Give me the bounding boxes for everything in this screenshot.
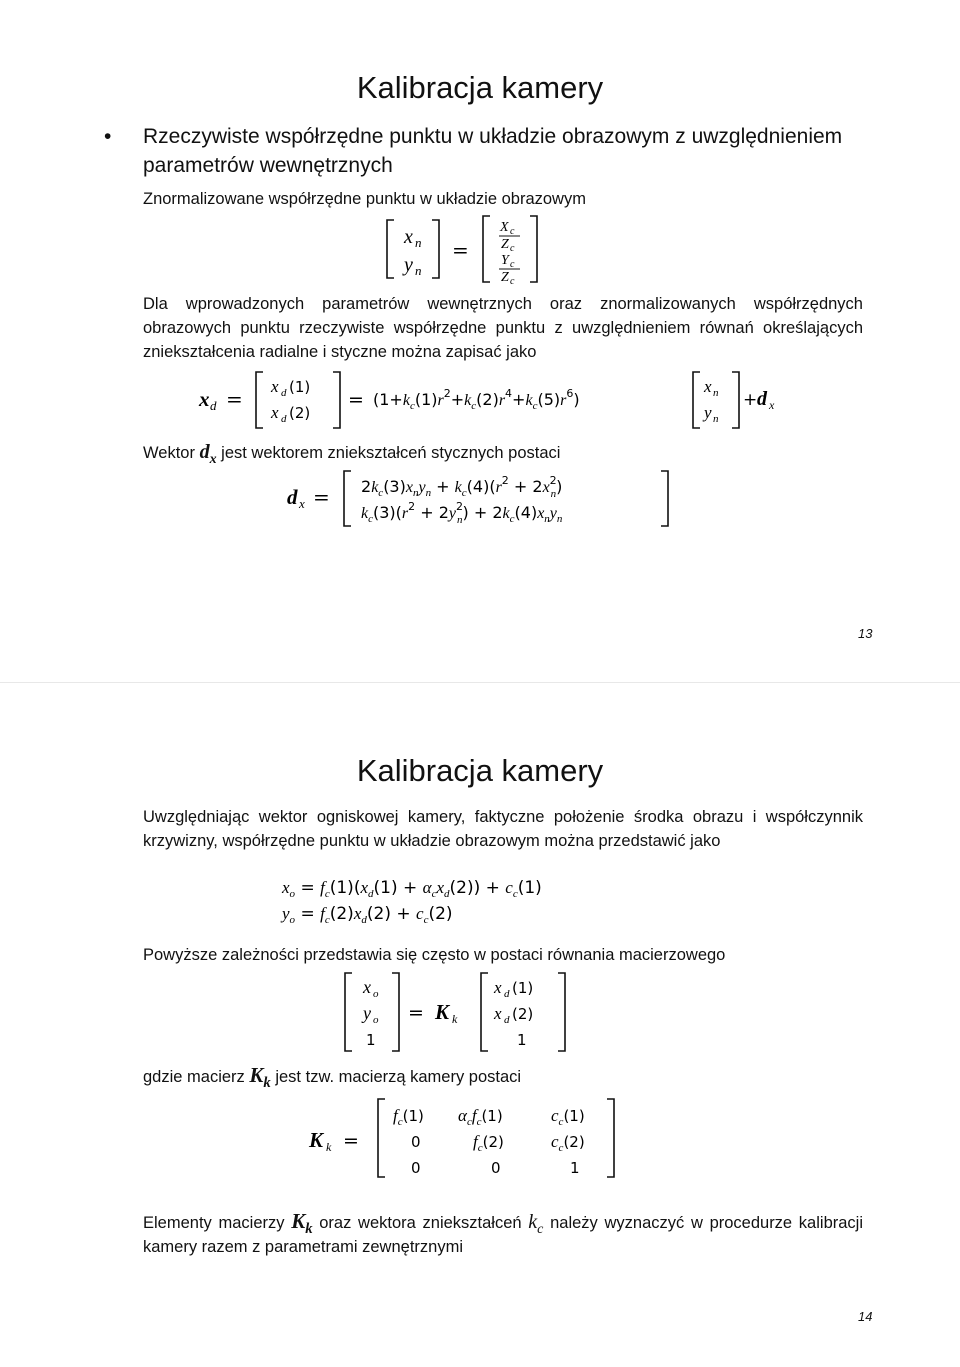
- symbol-Kk: $K_k$: [291, 1209, 313, 1238]
- svg-text:o: o: [373, 1014, 379, 1026]
- svg-text:K: K: [435, 1000, 450, 1024]
- svg-text:Z: Z: [501, 237, 509, 252]
- svg-text:2kc(3)xnyn + kc(4)(r2 + 2x2n): $2k_c(3)x_ny_n + k_c(4)(r^2 + 2x^2$ n): [361, 474, 563, 500]
- svg-text:(2): (2): [289, 404, 311, 422]
- bullet-text: Rzeczywiste współrzędne punktu w układzie obrazowym z uwzględnieniem parametrów wewnętrznych: [143, 125, 843, 177]
- svg-text:fc(2): $f_c(2)$: [473, 1132, 504, 1154]
- svg-text:d: d: [281, 387, 287, 399]
- svg-text:n: n: [713, 387, 719, 399]
- svg-text:n: n: [713, 413, 719, 425]
- svg-text:x: x: [494, 1004, 502, 1023]
- svg-text:c: c: [510, 243, 515, 254]
- paragraph-camera-matrix: [143, 1063, 863, 1092]
- svg-text:k: k: [326, 1140, 332, 1154]
- svg-text:n: n: [415, 263, 422, 278]
- svg-text:(1): (1): [512, 979, 534, 997]
- svg-text:Z: Z: [501, 270, 509, 285]
- svg-text:d: d: [287, 485, 298, 509]
- slide-title: Kalibracja kamery: [356, 70, 604, 105]
- paragraph-normalized: Znormalizowane współrzędne punktu w układzie obrazowym: [143, 190, 586, 208]
- svg-text:x: x: [494, 978, 502, 997]
- bullet-icon: •: [104, 125, 112, 148]
- svg-text:o: o: [373, 988, 379, 1000]
- svg-text:K: K: [309, 1128, 324, 1152]
- svg-text:=: =: [348, 389, 364, 411]
- svg-text:αcfc(1): $\alpha_cf_c(1)$: [458, 1106, 503, 1128]
- svg-text:x: x: [363, 977, 371, 997]
- svg-text:x: x: [199, 387, 210, 411]
- svg-text:(1+kc(1)r2+kc(2)r4+kc(5)r6): $(1+k_c(1)r^2+k_c(2)r^4+k_c(5)r^6)$: [373, 387, 580, 412]
- svg-text:+: +: [743, 390, 758, 410]
- svg-text:n: n: [415, 235, 422, 250]
- svg-text:y: y: [363, 1003, 371, 1023]
- svg-text:(1): (1): [289, 378, 311, 396]
- svg-text:x: x: [704, 377, 712, 396]
- svg-text:0: 0: [411, 1159, 421, 1177]
- equation-pixel-coords: [280, 873, 660, 929]
- svg-text:x: x: [404, 226, 413, 248]
- svg-text:0: 0: [411, 1133, 421, 1151]
- paragraph-distortion: Dla wprowadzonych parametrów wewnętrznych oraz znormalizowanych współrzędnych obrazowych punktu rzeczywiste współrzędne punktu z uwzględnieniem równań określających zniekształcenia radialne i styczne można zapisać jako: [143, 295, 863, 361]
- svg-text:x: x: [271, 403, 279, 422]
- svg-text:1: 1: [366, 1031, 376, 1049]
- equation-tangential-vector: [285, 468, 685, 530]
- text-camera-matrix: jest tzw. macierzą kamery postaci: [275, 1068, 522, 1086]
- svg-text:c: c: [510, 226, 515, 237]
- paragraph-matrix-form: Powyższe zależności przedstawia się często w postaci równania macierzowego: [143, 946, 726, 964]
- svg-text:=: =: [452, 238, 469, 262]
- slide-title: Kalibracja kamery: [356, 753, 604, 788]
- paragraph-calibration: [143, 1209, 863, 1259]
- equation-normalized-coords: [380, 212, 550, 286]
- svg-text:x: x: [299, 496, 305, 511]
- text-gdzie: gdzie macierz: [143, 1068, 245, 1086]
- equation-distorted-coords: [195, 368, 805, 434]
- paragraph-focal: Uwzględniając wektor ogniskowej kamery, faktyczne położenie środka obrazu i współczynnik krzywizny, współrzędne punktu w układzie obrazowym można przedstawić jako: [143, 808, 863, 850]
- svg-text:d: d: [281, 413, 287, 425]
- symbol-Kk: $K_k$: [249, 1063, 271, 1092]
- svg-text:=: =: [343, 1130, 359, 1152]
- svg-text:y: y: [404, 254, 413, 276]
- svg-text:fc(1): $f_c(1)$: [393, 1106, 424, 1128]
- svg-text:(2): (2): [512, 1005, 534, 1023]
- svg-text:d: d: [504, 988, 510, 1000]
- svg-text:kc(3)(r2 + 2y2n) + 2kc(4)xnyn: $k_c(3)(r^2 + 2y^2$ $n) + 2k_c(4)x_ny_n$: [361, 500, 563, 526]
- svg-text:=: =: [408, 1002, 424, 1024]
- svg-text:0: 0: [491, 1159, 501, 1177]
- text-tangential: jest wektorem zniekształceń stycznych postaci: [221, 444, 561, 462]
- svg-text:xo = fc(1)(xd(1) + αcxd(2)) +: $x_o = f_c(1)(x_d(1) + \alpha_cx_d(2)) + c_c(1)$: [282, 878, 542, 900]
- svg-text:c: c: [510, 259, 515, 270]
- svg-text:=: =: [313, 485, 330, 509]
- svg-text:yo = fc(2)xd(2) + cc(2): $y_o = f_c(2)x_d(2) + c_c(2)$: [282, 904, 453, 926]
- svg-text:y: y: [704, 403, 712, 422]
- svg-text:d: d: [504, 1014, 510, 1026]
- slide-13: [0, 0, 960, 682]
- equation-camera-matrix: [305, 1095, 625, 1181]
- svg-text:x: x: [271, 377, 279, 396]
- text-elementy: Elementy macierzy: [143, 1214, 285, 1232]
- svg-text:X: X: [500, 220, 509, 235]
- page-number: 14: [858, 1309, 873, 1324]
- text-oraz: oraz wektora zniekształceń: [319, 1214, 522, 1232]
- symbol-kc: $k_c$: [528, 1211, 544, 1237]
- svg-text:cc(1): $c_c(1)$: [551, 1106, 585, 1128]
- svg-text:x: x: [769, 398, 775, 412]
- svg-text:Y: Y: [501, 253, 509, 268]
- svg-text:1: 1: [517, 1031, 527, 1049]
- text-wektor: Wektor: [143, 444, 195, 462]
- text-calibration: należy wyznaczyć w procedurze kalibracji kamery razem z parametrami zewnętrznymi: [143, 1214, 863, 1256]
- symbol-dx: $d_x$: [199, 441, 217, 467]
- paragraph-tangential: [143, 440, 863, 465]
- slide-14: [0, 683, 960, 1367]
- svg-text:cc(2): $c_c(2)$: [551, 1132, 585, 1154]
- svg-text:c: c: [510, 276, 515, 286]
- page-number: 13: [858, 626, 873, 641]
- svg-text:k: k: [452, 1012, 458, 1026]
- equation-matrix-form: [338, 969, 578, 1055]
- svg-text:d: d: [757, 388, 767, 410]
- svg-text:=: =: [226, 387, 243, 411]
- svg-text:d: d: [210, 398, 217, 413]
- svg-text:1: 1: [570, 1159, 580, 1177]
